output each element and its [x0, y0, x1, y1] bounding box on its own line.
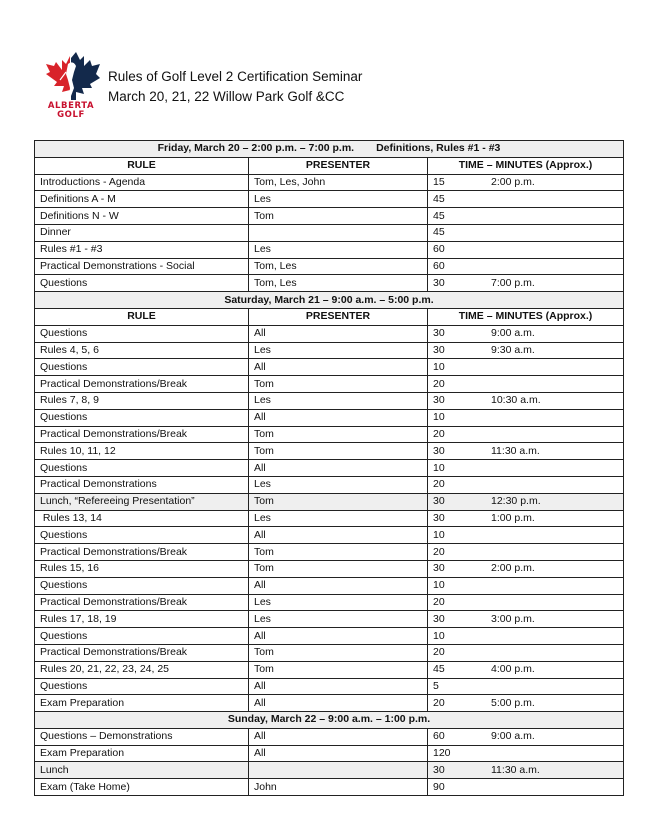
- day-heading: [35, 141, 624, 158]
- rule-cell: Rules 10, 11, 12: [35, 443, 249, 460]
- presenter-cell: Tom, Les: [249, 258, 428, 275]
- schedule-row: [35, 611, 624, 628]
- presenter-cell: All: [249, 460, 428, 477]
- schedule-row: [35, 493, 624, 510]
- time-cell: [428, 359, 624, 376]
- duration-minutes: 10: [433, 528, 445, 541]
- schedule-row: [35, 594, 624, 611]
- time-cell: [428, 241, 624, 258]
- time-cell: [428, 208, 624, 225]
- day-heading: [35, 292, 624, 309]
- duration-minutes: 30: [433, 444, 445, 457]
- duration-minutes: 20: [433, 478, 445, 491]
- day-heading-row: [35, 141, 624, 158]
- schedule-row: [35, 661, 624, 678]
- time-cell: [428, 224, 624, 241]
- time-cell: [428, 460, 624, 477]
- presenter-cell: Tom: [249, 493, 428, 510]
- time-cell: [428, 594, 624, 611]
- seminar-schedule-table: [34, 140, 624, 796]
- duration-minutes: 45: [433, 663, 445, 676]
- time-cell: [428, 661, 624, 678]
- start-time: 9:00 a.m.: [491, 327, 535, 340]
- time-cell: [428, 577, 624, 594]
- start-time: 2:00 p.m.: [491, 562, 535, 575]
- duration-minutes: 15: [433, 175, 445, 188]
- presenter-cell: [249, 224, 428, 241]
- presenter-cell: All: [249, 527, 428, 544]
- schedule-row: [35, 258, 624, 275]
- time-cell: [428, 174, 624, 191]
- presenter-cell: Les: [249, 392, 428, 409]
- time-cell: [428, 728, 624, 745]
- schedule-row: [35, 779, 624, 796]
- schedule-row: [35, 644, 624, 661]
- duration-minutes: 45: [433, 192, 445, 205]
- schedule-row: [35, 443, 624, 460]
- duration-minutes: 20: [433, 595, 445, 608]
- presenter-cell: All: [249, 745, 428, 762]
- schedule-row: [35, 208, 624, 225]
- duration-minutes: 30: [433, 394, 445, 407]
- presenter-cell: Les: [249, 594, 428, 611]
- logo-text-alberta: ALBERTA: [47, 101, 95, 111]
- start-time: 5:00 p.m.: [491, 696, 535, 709]
- presenter-cell: Les: [249, 476, 428, 493]
- duration-minutes: 30: [433, 612, 445, 625]
- presenter-cell: All: [249, 628, 428, 645]
- duration-minutes: 20: [433, 646, 445, 659]
- day-heading-text: Friday, March 20 – 2:00 p.m. – 7:00 p.m.: [157, 142, 355, 155]
- duration-minutes: 20: [433, 427, 445, 440]
- time-cell: [428, 409, 624, 426]
- presenter-cell: All: [249, 678, 428, 695]
- schedule-row: [35, 762, 624, 779]
- column-header-rule: RULE: [35, 157, 249, 174]
- rule-cell: Rules 17, 18, 19: [35, 611, 249, 628]
- time-cell: [428, 325, 624, 342]
- presenter-cell: All: [249, 577, 428, 594]
- time-cell: [428, 678, 624, 695]
- duration-minutes: 10: [433, 360, 445, 373]
- duration-minutes: 30: [433, 495, 445, 508]
- presenter-cell: Tom, Les: [249, 275, 428, 292]
- rule-cell: Rules 13, 14: [35, 510, 249, 527]
- time-cell: [428, 342, 624, 359]
- rule-cell: Questions: [35, 460, 249, 477]
- time-cell: [428, 644, 624, 661]
- schedule-row: [35, 560, 624, 577]
- column-header-time: TIME – MINUTES (Approx.): [428, 308, 624, 325]
- duration-minutes: 10: [433, 461, 445, 474]
- time-cell: [428, 376, 624, 393]
- duration-minutes: 30: [433, 763, 445, 776]
- rule-cell: Dinner: [35, 224, 249, 241]
- rule-cell: Lunch: [35, 762, 249, 779]
- presenter-cell: All: [249, 359, 428, 376]
- start-time: 3:00 p.m.: [491, 612, 535, 625]
- schedule-row: [35, 460, 624, 477]
- start-time: 11:30 a.m.: [491, 444, 540, 457]
- rule-cell: Questions: [35, 577, 249, 594]
- time-cell: [428, 745, 624, 762]
- column-header-rule: RULE: [35, 308, 249, 325]
- schedule-row: [35, 476, 624, 493]
- schedule-row: [35, 695, 624, 712]
- presenter-cell: Tom: [249, 544, 428, 561]
- schedule-row: [35, 174, 624, 191]
- presenter-cell: Les: [249, 342, 428, 359]
- start-time: 2:00 p.m.: [491, 175, 535, 188]
- schedule-row: [35, 745, 624, 762]
- time-cell: [428, 560, 624, 577]
- duration-minutes: 10: [433, 629, 445, 642]
- rule-cell: Rules #1 - #3: [35, 241, 249, 258]
- column-header-presenter: PRESENTER: [249, 157, 428, 174]
- presenter-cell: All: [249, 325, 428, 342]
- schedule-row: [35, 224, 624, 241]
- time-cell: [428, 611, 624, 628]
- time-cell: [428, 426, 624, 443]
- presenter-cell: Tom: [249, 644, 428, 661]
- time-cell: [428, 443, 624, 460]
- duration-minutes: 30: [433, 276, 445, 289]
- schedule-row: [35, 628, 624, 645]
- start-time: 11:30 a.m.: [491, 763, 540, 776]
- rule-cell: Rules 4, 5, 6: [35, 342, 249, 359]
- day-heading-topic: Definitions, Rules #1 - #3: [376, 142, 501, 155]
- schedule-body: [35, 141, 624, 796]
- duration-minutes: 45: [433, 226, 445, 239]
- duration-minutes: 20: [433, 696, 445, 709]
- rule-cell: Questions – Demonstrations: [35, 728, 249, 745]
- day-heading-text: Saturday, March 21 – 9:00 a.m. – 5:00 p.m.: [224, 293, 434, 306]
- schedule-row: [35, 678, 624, 695]
- schedule-row: [35, 728, 624, 745]
- presenter-cell: Tom, Les, John: [249, 174, 428, 191]
- schedule-row: [35, 191, 624, 208]
- presenter-cell: Tom: [249, 661, 428, 678]
- time-cell: [428, 258, 624, 275]
- schedule-row: [35, 342, 624, 359]
- rule-cell: Rules 20, 21, 22, 23, 24, 25: [35, 661, 249, 678]
- presenter-cell: Les: [249, 510, 428, 527]
- duration-minutes: 20: [433, 545, 445, 558]
- start-time: 9:00 a.m.: [491, 730, 535, 743]
- time-cell: [428, 510, 624, 527]
- duration-minutes: 30: [433, 327, 445, 340]
- presenter-cell: John: [249, 779, 428, 796]
- schedule-row: [35, 409, 624, 426]
- rule-cell: Definitions A - M: [35, 191, 249, 208]
- presenter-cell: All: [249, 695, 428, 712]
- duration-minutes: 60: [433, 243, 445, 256]
- time-cell: [428, 392, 624, 409]
- time-cell: [428, 762, 624, 779]
- time-cell: [428, 695, 624, 712]
- column-header-time: TIME – MINUTES (Approx.): [428, 157, 624, 174]
- schedule-row: [35, 359, 624, 376]
- column-header-row: [35, 157, 624, 174]
- day-heading-row: [35, 292, 624, 309]
- rule-cell: Practical Demonstrations/Break: [35, 544, 249, 561]
- schedule-row: [35, 544, 624, 561]
- schedule-row: [35, 510, 624, 527]
- rule-cell: Questions: [35, 275, 249, 292]
- rule-cell: Practical Demonstrations/Break: [35, 594, 249, 611]
- logo-text-golf: GOLF: [57, 110, 85, 120]
- document-header: [108, 67, 362, 107]
- rule-cell: Exam (Take Home): [35, 779, 249, 796]
- presenter-cell: Tom: [249, 426, 428, 443]
- time-cell: [428, 275, 624, 292]
- schedule-row: [35, 527, 624, 544]
- schedule-row: [35, 426, 624, 443]
- duration-minutes: 30: [433, 343, 445, 356]
- presenter-cell: Tom: [249, 376, 428, 393]
- start-time: 12:30 p.m.: [491, 495, 541, 508]
- time-cell: [428, 527, 624, 544]
- schedule-row: [35, 241, 624, 258]
- duration-minutes: 30: [433, 562, 445, 575]
- duration-minutes: 60: [433, 730, 445, 743]
- presenter-cell: Tom: [249, 208, 428, 225]
- start-time: 1:00 p.m.: [491, 511, 535, 524]
- time-cell: [428, 191, 624, 208]
- alberta-golf-logo: [40, 50, 102, 122]
- duration-minutes: 10: [433, 411, 445, 424]
- rule-cell: Questions: [35, 678, 249, 695]
- duration-minutes: 20: [433, 377, 445, 390]
- column-header-row: [35, 308, 624, 325]
- rule-cell: Exam Preparation: [35, 695, 249, 712]
- rule-cell: Practical Demonstrations/Break: [35, 426, 249, 443]
- rule-cell: Exam Preparation: [35, 745, 249, 762]
- rule-cell: Questions: [35, 325, 249, 342]
- rule-cell: Lunch, “Refereeing Presentation”: [35, 493, 249, 510]
- rule-cell: Questions: [35, 527, 249, 544]
- duration-minutes: 90: [433, 780, 445, 793]
- duration-minutes: 45: [433, 209, 445, 222]
- duration-minutes: 10: [433, 579, 445, 592]
- presenter-cell: All: [249, 728, 428, 745]
- time-cell: [428, 544, 624, 561]
- schedule-row: [35, 376, 624, 393]
- day-heading-text: Sunday, March 22 – 9:00 a.m. – 1:00 p.m.: [227, 713, 431, 726]
- schedule-row: [35, 275, 624, 292]
- rule-cell: Practical Demonstrations: [35, 476, 249, 493]
- document-subtitle: March 20, 21, 22 Willow Park Golf &CC: [108, 89, 345, 104]
- document-title: Rules of Golf Level 2 Certification Seminar: [108, 69, 363, 84]
- start-time: 10:30 a.m.: [491, 394, 541, 407]
- duration-minutes: 60: [433, 259, 445, 272]
- rule-cell: Introductions - Agenda: [35, 174, 249, 191]
- rule-cell: Rules 15, 16: [35, 560, 249, 577]
- rule-cell: Practical Demonstrations/Break: [35, 376, 249, 393]
- presenter-cell: Les: [249, 191, 428, 208]
- start-time: 9:30 a.m.: [491, 343, 535, 356]
- presenter-cell: Les: [249, 611, 428, 628]
- day-heading: [35, 712, 624, 729]
- schedule-row: [35, 392, 624, 409]
- duration-minutes: 120: [433, 747, 451, 760]
- maple-leaf-golfer-icon: [40, 50, 102, 102]
- presenter-cell: Tom: [249, 443, 428, 460]
- duration-minutes: 30: [433, 511, 445, 524]
- time-cell: [428, 493, 624, 510]
- schedule-row: [35, 325, 624, 342]
- rule-cell: Practical Demonstrations/Break: [35, 644, 249, 661]
- duration-minutes: 5: [433, 679, 439, 692]
- start-time: 4:00 p.m.: [491, 663, 535, 676]
- rule-cell: Definitions N - W: [35, 208, 249, 225]
- time-cell: [428, 779, 624, 796]
- presenter-cell: All: [249, 409, 428, 426]
- column-header-presenter: PRESENTER: [249, 308, 428, 325]
- rule-cell: Practical Demonstrations - Social: [35, 258, 249, 275]
- rule-cell: Rules 7, 8, 9: [35, 392, 249, 409]
- time-cell: [428, 476, 624, 493]
- start-time: 7:00 p.m.: [491, 276, 535, 289]
- rule-cell: Questions: [35, 409, 249, 426]
- presenter-cell: [249, 762, 428, 779]
- schedule-row: [35, 577, 624, 594]
- rule-cell: Questions: [35, 359, 249, 376]
- presenter-cell: Tom: [249, 560, 428, 577]
- day-heading-row: [35, 712, 624, 729]
- rule-cell: Questions: [35, 628, 249, 645]
- time-cell: [428, 628, 624, 645]
- presenter-cell: Les: [249, 241, 428, 258]
